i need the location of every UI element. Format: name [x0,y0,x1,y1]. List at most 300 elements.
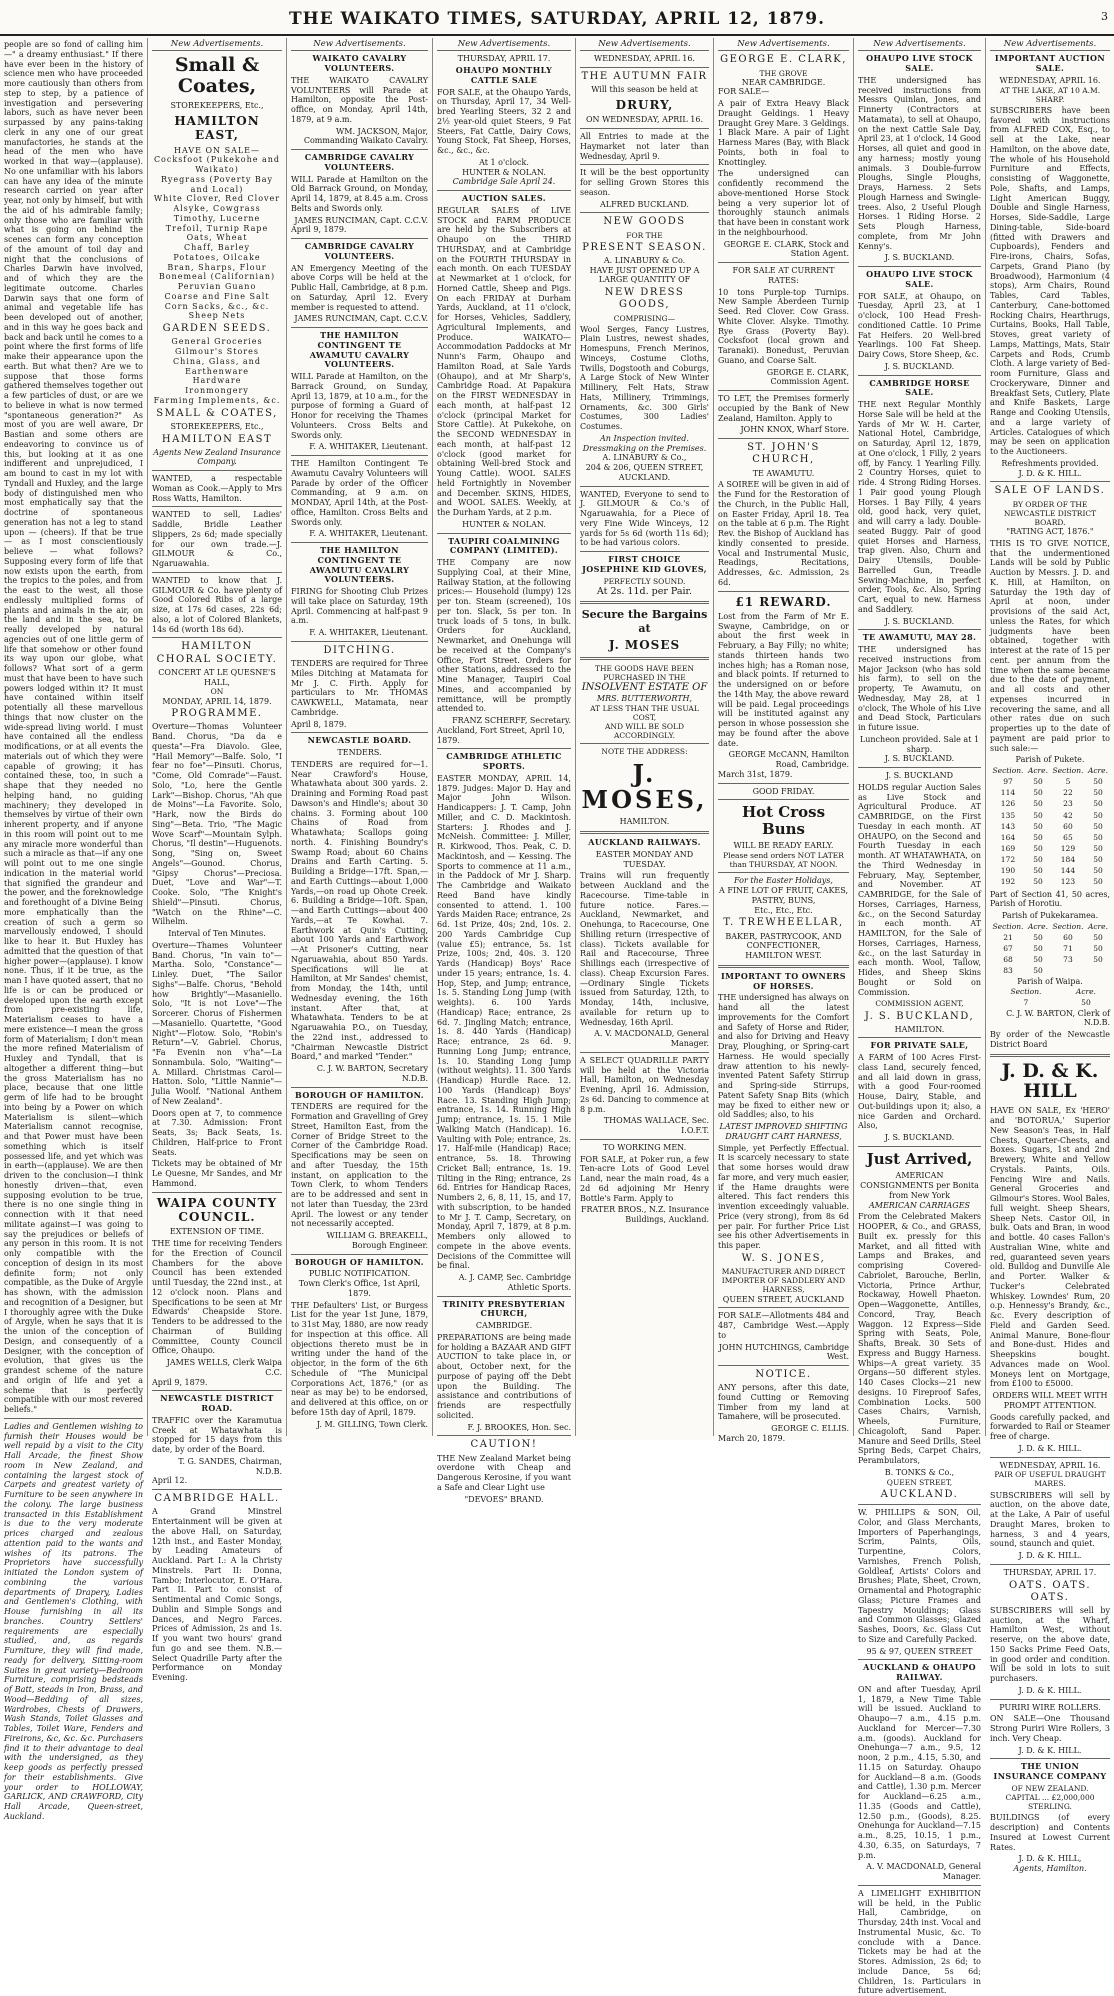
fruit-cakes: A FINE LOT OF FRUIT, CAKES, PASTRY, BUNS, [719,886,848,905]
easter-holidays: For the Easter Holidays, [734,876,833,886]
land-table-cell: 50 [1033,855,1043,865]
thursday-heading: THURSDAY, APRIL 17. [457,54,551,64]
hamcon2-body: FIRING for Shooting Club Prizes will take place on Saturday, 19th April. Commencing at half-past 9 a.m. [291,587,428,626]
masthead [0,4,1114,36]
land-table-cell: 50 [1033,955,1043,965]
column-7 [854,38,986,1996]
ohaupo2-sign: J. S. BUCKLAND. [884,361,955,371]
buckland2-place: HAMILTON. [894,1024,945,1034]
clark-name: GEORGE E. CLARK, [720,54,847,66]
land-table-head-cell: Acre. [1075,987,1096,997]
working-title: TO WORKING MEN. [602,1142,687,1152]
land-table-row [990,943,1110,954]
moses-name: J. MOSES [608,638,681,653]
important-where: AT THE LAKE, AT 10 A.M. SHARP. [999,85,1101,104]
section-heading: New Advertisements. [718,38,849,51]
land-table-head-cell: Acre. [1027,766,1048,775]
etc-line: Etc., Etc., Etc. [754,905,813,915]
choral-part2: Overture—Thames Volunteer Band. Chorus, "In vain to"—Martha. Solo, "Constance"—Linley. Duet, "The Sailor Sighs"—Balfe. Chorus, "Behold how Brightly"—Masaniello. Solo, "It is not Love"—The Sorcerer. Chorus of Fishermen—Masaniello. Quartette, "Good Night"—Flotow. Solo, "Robin's Return"—V. Gabriel. Chorus, "Fa Evenin non v'ha"—La Sonnambula. Solo, "Waiting"—A. Millard. Christmas Carol—Hatton. Solo, "Little Nannie"—Julia Woolf. "National Anthem of New Zealand". [152,940,282,1106]
lands-sign: C. J. W. BARTON, Clerk of N.D.B. [1006,1008,1110,1028]
smallcoates-sub: STOREKEEPERS, Etc., [170,101,264,111]
land-table-cell: 83 [1003,966,1013,976]
linabury-addr: 204 & 206, QUEEN STREET, AUCKLAND. [585,463,704,482]
smallcoates-list [152,146,282,322]
allotments-sign: JOHN HUTCHINGS, Cambridge West. [718,1342,849,1362]
section-heading: New Advertisements. [152,38,282,51]
reward-date: March 31st, 1879. [718,769,793,779]
land-table-cell: 190 [1000,866,1016,876]
linabury-dressmaking: Dressmaking on the Premises. [582,443,707,453]
phillips-addr: 95 & 97, QUEEN STREET [866,1646,973,1656]
thursday2-oats: OATS. OATS. OATS. [1008,1579,1092,1603]
land-table-cell: 73 [1063,955,1073,965]
land-table-cell: 50 [1033,821,1043,831]
borough2-sign: J. M. GILLING, Town Clerk. [316,1419,428,1429]
important-sign: J. D. & K. HILL. [1018,468,1082,478]
quadrille-body: A SELECT QUADRILLE PARTY will be held at the Victoria Hall, Hamilton, on Wednesday Evening, April 16. Admission, 2s 6d. Dancing to commence at 8 p.m. [580,1055,709,1114]
ohaupo-cattle-time: At 1 o'clock. [479,157,529,167]
linabury-invite: An Inspection invited. [600,433,689,443]
sc-gen-line: General Groceries [171,337,263,347]
thursday2-title: THURSDAY, APRIL 17. [1003,1567,1097,1577]
rail-ohaupo-body: ON and after Tuesday, April 1, 1879, a New Time Table will be issued. Auckland to Ohaupo—7 a.m., 4.15 p.m. Auckland for Mercer—7.30 a.m. (goods). Auckland for Onehunga—7 a.m., 9.5, 12 noon, 2 p.m., 4.15, 5.30, and 11.15 on Saturday. Ohaupo for Auckland—8 a.m. (Goods and Cattle), 1.30 p.m. Mercer for Auckland—6.25 a.m., 11.35 (Goods and Cattle), 12.50 p.m., (Goods), 8.25. Onehunga for Auckland—7.15 a.m., 8.25, 10.15, 1 p.m., 4.30, 6.35, on Saturdays, 7 p.m. [858,1684,981,1860]
land-table-head-cell: Section. [1052,766,1084,775]
land-table-cell: 50 [1093,777,1103,787]
land-table-cell: 50 [1033,788,1043,798]
clark-sign: GEORGE E. CLARK, Stock and Station Agent. [723,239,849,259]
horses-title: IMPORTANT TO OWNERS OF HORSES. [721,970,846,991]
hamcon-sign2: F. A. WHITAKER, Lieutenant. [309,529,428,539]
trinity-body: PREPARATIONS are being made for holding a BAZAAR AND GIFT AUCTION to take place in, or about, October next, for the purpose of paying off the Debt upon the Building. The assistance and contributions of friends are respectfully solicited. [437,1332,571,1420]
quadrille-sign: THOMAS WALLACE, Sec. I.O.F.T. [603,1116,709,1136]
lands-parish3: Parish of Waipa. [1017,976,1083,986]
waipa-sub: EXTENSION OF TIME. [169,1227,265,1237]
current-items: 10 tons Purple-top Turnips. New Sample Aberdeen Turnip Seed. Red Clover. Cow Grass. White Clover. Alsyke. Timothy. Rye Grass (Poverty Bay). Cocksfoot (local grown and Taranaki). Bonedust, Peruvian Guano, and Coarse Salt. [718,287,849,365]
rail-ohaupo-sign: A. V. MACDONALD, General Manager. [866,1862,981,1882]
rollers-sign: J. D. & K. HILL. [1018,1745,1082,1755]
smallcoates-title: Small & Coates, [174,54,260,98]
linabury-season: PRESENT SEASON. [582,241,707,253]
borough2-sub: PUBLIC NOTIFICATION. [308,1269,411,1279]
fair-note: It will be the best opportunity for selling Grown Stores this season. [580,168,709,197]
linabury-comprising: COMPRISING— [613,313,676,323]
horses-addr: QUEEN STREET, AUCKLAND [722,1294,845,1304]
land-table-cell: 172 [1000,855,1016,865]
sc-footer-place: HAMILTON EAST [161,433,273,445]
sc-gen-line: Gilmour's Stores [175,347,259,357]
teawamutu-body: THE undersigned has received instructions from Major Jackson (who has sold his farm), to sell on the property, Te Awamutu, on Wednesday, May 28, at 1 o'clock, The Whole of his Live and Dead Stock, Particulars in future issue. [858,645,981,733]
ditching-title: DITCHING. [323,644,396,656]
notice-title: NOTICE. [755,1369,812,1381]
cambridge-horse-sign: J. S. BUCKLAND. [884,616,955,626]
land-table-cell: 50 [1093,788,1103,798]
land-table-cell: 50 [1033,843,1043,853]
wednesday-heading: WEDNESDAY, APRIL 16. [594,54,695,64]
column-5 [576,38,714,1436]
wanted-saddle: WANTED to sell, Ladies' Saddle, Bridle Leather Slippers, 2s 6d; made specially for our own trade.—J. GILMOUR & Co., Ngaruawahia. [152,510,282,569]
choral-tickets: Tickets may be obtained of Mr Le Quesne, Mr Sandes, and Mr Hammond. [152,1159,282,1188]
cambridge-hall-body: A Grand Minstrel Entertainment will be given at the above Hall, on Saturday, 12th inst., and Easter Monday, by Leading Amateurs of Auckland. Part I.: A la Christy Minstrels. Part II: Donna, Tambo; Interlocutor, E. O'Hara. Part II. Part to consist of Sentimental and Comic Songs, Dublin and Simple Songs and Dances, and Negro Farces. Prices of Admission, 2s and 1s. If you want two hours' grand fun go and see them. N.B.—Select Quadrille Party after the Performance on Monday Evening. [152,1507,282,1683]
lands-table2 [990,921,1110,977]
lands-title: SALE OF LANDS. [994,485,1106,497]
land-table-row [990,865,1110,876]
land-table-cell: 50 [1093,955,1103,965]
moses-butterworth: MRS. BUTTERWORTH, [596,694,693,704]
land-table-cell: 50 [1093,843,1103,853]
land-table-cell: 67 [1003,944,1013,954]
hot-cross-buns: Hot Cross Buns [741,803,826,838]
moses-insolvent: INSOLVENT ESTATE OF [581,681,708,693]
sc-line: Oats, Wheat [186,233,248,243]
horses-body2: Simple, yet Perfectly Effectual. It is scarcely necessary to state that some horses would draw far more, and very much easier, if the Hame draughts were altered. This fact renders this invention exceedingly valuable. Price (very strong), from 8s 6d per pair. For further Price List see his other Advertisements in this paper. [718,1143,849,1251]
railways-body: Trains will run frequently between Auckland and the Racecourse. Time-table in future notice. Fares.—Auckland, Newmarket, and Onehunga, to Racecourse, One Shilling return (irrespective of class). Tickets available for Rail and Racecourse, Three Shillings each (irrespective of class). Cheap Excursion Fares.—Ordinary Single Tickets issued from Saturday, 12th, to Monday, 14th, inclusive, available for return up to Wednesday, 16th April. [580,871,709,1027]
horses-sign: W. S. JONES, [741,1252,826,1264]
land-table-cell: 23 [1063,799,1073,809]
land-table-head-cell: Acre. [1027,921,1048,931]
choral-title: HAMILTON CHORAL SOCIETY. [156,641,278,665]
land-table-row [990,787,1110,798]
sc-gen-line: Earthenware [185,366,249,376]
auction-sign: HUNTER & NOLAN. [462,519,546,529]
hamcon2-sign: F. A. WHITAKER, Lieutenant. [309,628,428,638]
section-heading: New Advertisements. [291,38,428,51]
borough-body: TENDERS are required for the Formation and Gravelling of Grey Street, Hamilton East, from the Corner of Bridge Street to the Corner of the Cambridge Road. Specifications may be seen on and after Tuesday, the 15th instant, on application to the Town Clerk, to whom Tenders are to be addressed and sent in not later than Tuesday, the 23rd April. The lowest or any tender not necessarily accepted. [291,1102,428,1229]
reward-sign: GEORGE McCANN, Hamilton Road, Cambridge. [728,750,849,770]
good-friday: GOOD FRIDAY. [752,786,815,796]
land-table-cell: 68 [1003,955,1013,965]
column-8 [986,38,1114,1874]
land-table-row [990,832,1110,843]
cambridge-hall-title: CAMBRIDGE HALL. [154,1493,280,1505]
working-body: FOR SALE, at Poker run, a few Ten-acre Lots of Good Level Land, near the main road, 4s a 2d 6d adjoining Mr Henry Bottle's Farm. Apply to [580,1154,709,1203]
borough2-title: BOROUGH OF HAMILTON. [295,1256,424,1267]
section-heading: New Advertisements. [580,38,709,51]
hamcon-title: THE HAMILTON CONTINGENT TE AWAMUTU CAVALRY VOLUNTEERS. [309,330,410,370]
column-3 [287,38,433,1436]
moses-note-addr: NOTE THE ADDRESS: [601,747,688,757]
ohaupo-cattle-date: Cambridge Sale April 24. [452,177,556,187]
land-table-cell: 50 [1033,810,1043,820]
land-table-head-cell: Acre. [1087,766,1108,775]
moses-hamilton: HAMILTON. [619,817,670,827]
josephine-price: At 2s. 11d. per Pair. [596,585,693,597]
trewheellar: T. TREWHEELLAR, [723,917,844,929]
lands-act: "RATING ACT, 1876." [1006,527,1094,536]
arrived-title: Just Arrived, [866,1149,973,1168]
waipa-date: April 9, 1879. [152,1377,208,1387]
land-table-cell: 60 [1063,932,1073,942]
waipa-body: THE time for receiving Tenders for the Erection of Council Chambers for the above Council has been extended until Tuesday, the 22nd inst., at 12 o'clock noon. Plans and Specifications to be seen at Mr Edwards' Cheapside Store. Tenders to be addressed to the Chairman of Building Committee, County Council Office, Ohaupo. [152,1239,282,1356]
wednesday2-title: WEDNESDAY, APRIL 16. [999,1460,1101,1470]
cambridge-horse-body: THE next Regular Monthly Horse Sale will be held at the Yards of Mr W. H. Carter, National Hotel, Cambridge, on Saturday, April 12, 1879, at One o'clock, 1 Filly, 2 years off, by Fancy. 1 Yearling Filly. 2 Country Horses, quiet to ride. 4 Strong Riding Horses. 1 Pair good young Plough Horses. 1 Bay Filly, 4 years old, good hack, very quiet, and will carry a lady. Double-seated Buggy. Pair of good quiet Horses and Harness, trap given. Also, Churn and Dairy Utensils, Double-Barrelled Gun, Treadle Sewing-Machine, in perfect order, Tools, &c. Also, Spring Cart, equal to new. Harness and Saddlery. [858,400,981,614]
linabury-for: FOR THE [626,230,663,240]
land-table-cell: 22 [1063,788,1073,798]
ohaupo1-sign: J. S. BUCKLAND. [884,253,955,263]
clark-note: The undersigned can confidently recommend the above-mentioned Horse Stock being a very superior lot of thoroughly staunch animals that have been in constant work in the neighbourhood. [718,169,849,237]
page-number: 3 [1101,10,1108,23]
land-table-cell: 50 [1093,799,1103,809]
linabury-sign: A. LINABURY & Co., [602,453,687,463]
private-sign: J. S. BUCKLAND. [884,1133,955,1143]
land-table-head-cell: Section. [1010,987,1042,997]
taupiri-title: TAUPIRI COALMINING COMPANY (LIMITED). [448,535,560,556]
moses-wanted: WANTED, Everyone to send to J. GILMOUR & Co.'s of Ngaruawahia, for a Piece of very Fine Wide Winceys, 12 yards for 5s 6d (worth 11s 6d); to be had various colors. [580,489,709,548]
ladies-notice: Ladies and Gentlemen wishing to furnish their Houses would be well repaid by a visit to the City Hall Arcade, the finest Show room in New Zealand, and containing the largest stock of Carpets and greatest variety of Furniture to be seen anywhere in the colony. The large business transacted in this Establishment is due to the very moderate prices charged and zealous attention paid to the wants and wishes of its patrons. The Proprietors have successfully initiated the London system of combining the various departments of Drapery, Ladies and Gentlemen's Clothing, with House furnishing in all its branches. Country Settlers' requirements are especially studied, and, as regards Furniture, they will find made, ready for delivery, Sitting-room Suites in great variety—Bedroom Furniture, comprising bedsteads of Batt, steads in Iron, Brass, and Wood—Bedding of all sizes, Wardrobes, Chests of Drawers, Wash Stands, Toilet Glasses and Tables, Toilet Ware, Fenders and Fireirons, &c, &c. &c. Purchasers find it to their advantage to deal with the undersigned, as they keep goods as perfectly pressed for their establishments. Give your order to HOLLOWAY, GARLICK, AND CRAWFORD, City Hall Arcade, Queen-street, Auckland. [4,1421,143,1821]
linabury-items: Wool Serges, Fancy Lustres, Plain Lustres, newest shades, Homespuns, French Merinos, Winceys, Costume Cloths, Twills, Dogstooth and Coburgs, A Large Stock of New Winter Millinery, Felt Hats, Straw Hats, Millinery, Trimmings, Ornaments, &c. 300 Girls' Costumes, 300 Ladies' Costumes. [580,324,709,432]
stjohns-body: A SOIREE will be given in aid of the Fund for the Restoration of the Church, in the Public Hall, on Easter Friday, April 18. Tea on the table at 6 p.m. The Right Rev. the Bishop of Auckland has kindly consented to preside. Vocal and Instrumental Music, Readings, Recitations, Addresses, &c. Admission, 2s 6d. [718,480,849,587]
land-table-cell: 114 [1000,788,1016,798]
column-2 [148,38,287,1683]
ncboard-body: TENDERS are required for—1. Near Crawford's House, Whatawhata about 300 yards. 2. Draining and Forming Road past Dawson's and Hindle's; about 30 chains. 3. Forming about 100 Chains of Road from Whatawhata; Scallops going north. 4. Finishing Boundry's Swamp Road; about 60 Chains Drains and Earth Carting. 5. Building a Bridge—17ft. Span,—and Earth Cuttings—about 1,000 Yards,—on road up Ohote Creek. 6. Building a Bridge—10ft. Span,—and Earth Cuttings—about 400 Yards,—at Te Kowhai. 7. Earthwork at Quin's Cutting, about 100 Yards and Earthwork—At Prisoner's Cutting, near Ngaruawahia, about 850 Yards. Specifications will lie at Hamilton, at Mr Sandes' chemist, from Monday, the 14th, until Wednesday evening, the 16th instant. After that, at Whatawhata. Tenders to be at Ngaruawahia P.O., on Tuesday, the 22nd inst., addressed to "Chairman Newcastle District Board," and marked "Tender." [291,759,428,1062]
land-table-cell: 71 [1063,944,1073,954]
choral-doors: Doors open at 7, to commence at 7.30. Admission: Front Seats, 3s; Back Seats, 1s. Children, Half-price to Front Seats. [152,1108,282,1157]
rollers-body: ON SALE—One Thousand Strong Puriri Wire Rollers, 3 inch. Very Cheap. [990,1714,1110,1743]
column-4 [433,38,576,1504]
wednesday2-sign: J. D. & K. HILL. [1018,1551,1082,1561]
tolet-body: TO LET, the Premises formerly occupied by the Bank of New Zealand, Hamilton. Apply to [718,394,849,423]
land-table-header [990,765,1110,776]
land-table-cell: 123 [1060,877,1076,887]
ditching-body: TENDERS are required for Three Miles Ditching at Matamata for Mr J. C. Firth. Apply for particulars to Mr. THOMAS CAWKWELL, Matamata, near Cambridge. [291,659,428,717]
moses-big: J. MOSES, [581,758,708,814]
ohaupo-cattle-body: FOR SALE, at the Ohaupo Yards, on Thursday, April 17, 34 Well-bred Yearling Steers, 32 2 and 2½ year-old quiet Steers, 9 Fat Steers, Fat Cattle, Dairy Cows, Young Stock, Fat Sheep, Horses, &c., &c., &c. [437,87,571,156]
land-table-cell: 50 [1033,777,1043,787]
rail-ohaupo-title: AUCKLAND & OHAUPO RAILWAY. [863,1662,976,1683]
wanted-ribs: WANTED to know that J. GILMOUR & Co. have plenty of Good Colored Ribs of a large size, at 17s 6d cases, 22s 6d; also, a lot of Colored Blankets, 14s 6d (worth 18s 6d). [152,575,282,634]
land-table-cell: 129 [1060,843,1076,853]
land-table-cell: 65 [1063,832,1073,842]
moses-sold: AND WILL BE SOLD ACCORDINGLY. [604,722,685,741]
moses-less: AT LESS THAN THE USUAL COST, [590,703,699,722]
union-sign: J. D. & K. HILL, [1018,1854,1082,1864]
private-body: A FARM of 100 Acres First-class Land, securely fenced, and all laid down in grass, with a good Four-roomed House, Dairy, Stable, and Out-buildings upon it; also, a nice Garden and Orchard. Also, [858,1053,981,1131]
choral-on: ON [210,687,224,697]
railways-sign: A. V. MACDONALD, General Manager. [594,1029,709,1049]
auction-title: AUCTION SALES. [462,193,546,204]
hamcon-sign: F. A. WHITAKER, Lieutenant. [309,442,428,452]
private-title: FOR PRIVATE SALE, [870,1040,969,1051]
land-table [990,921,1110,977]
garden-seeds: GARDEN SEEDS. [162,323,272,335]
working-sign: FRATER BROS., N.Z. Insurance Buildings, Auckland. [580,1205,709,1225]
current-sign: GEORGE E. CLARK, Commission Agent. [766,367,849,387]
buckland2-agent: COMMISSION AGENT, [875,999,964,1009]
clark-items: A pair of Extra Heavy Black Draught Geldings. 1 Heavy Draught Grey Mare. 3 Geldings. 1 Black Mare. A pair of Light Harness Mares (Bay, with Black Points, both in foal to Knottingley. [718,99,849,167]
borough-title: BOROUGH OF HAMILTON. [295,1089,424,1100]
buns-orders: Please send orders NOT LATER than THURSDAY, AT NOON. [723,851,844,870]
bargains-heading: Secure the Bargains at [581,608,708,635]
wcv-body: THE WAIKATO CAVALRY VOLUNTEERS will Parade at Hamilton, opposite the Post-office, on Monday, April 14th, 1879, at 9 a.m. [291,75,428,124]
caution-body: THE New Zealand Market being overdone with Cheap and Dangerous Kerosine, if you want a Safe and Clear Light use [437,1453,571,1492]
sc-line: HAVE ON SALE— [173,145,261,155]
land-table-cell: 50 [1033,932,1043,942]
hamilton-west: HAMILTON WEST. [745,951,822,961]
lands-table3 [990,986,1110,1008]
land-table-head-cell: Section. [1052,921,1084,931]
land-table-cell: 50 [1093,866,1103,876]
hamcon2-title: THE HAMILTON CONTINGENT TE AWAMUTU CAVALRY VOLUNTEERS. [309,545,410,585]
important-refresh: Refreshments provided. [1001,458,1099,468]
moses-purchased: THE GOODS HAVE BEEN PURCHASED IN THE [594,663,695,682]
fair-title: THE AUTUMN FAIR [581,71,708,83]
trinity-sign: F. J. BROOKES, Hon. Sec. [467,1422,571,1432]
auction-body: REGULAR SALES of LIVE STOCK and FARM PRODUCE are held by the Subscribers at Ohaupo on the THIRD THURSDAY, and at Cambridge on the FOURTH THURSDAY in each month. On each TUESDAY at Newmarket at 1 o'clock, for Horned Cattle, Sheep and Pigs. On each FRIDAY at Durham Yards, Auckland, at 11 o'clock, for Horses, Vehicles, Saddlery, Agricultural Implements, and Produce. WAIKATO—Accommodation Paddocks at Mr Nunn's Farm, Ohaupo and Hamilton Road, at Sale Yards (Ohaupo), and at Mr Sharp's, Cambridge Road. At Papakura on the FIRST WEDNESDAY in each month, at half-past 12 o'clock (principal Market for Store Cattle). At Pukekohe, on the SECOND WEDNESDAY in each month, at half-past 12 o'clock (good market for obtaining Well-bred Stock and Young Cattle). WOOL SALES held Fortnightly in November and December. SKINS, HIDES, and WOOL SALES. Weekly, at the Durham Yards, at 2 p.m. [437,205,571,518]
land-table-row [990,854,1110,865]
lands-sub: BY ORDER OF THE NEWCASTLE DISTRICT BOARD. [1003,499,1097,527]
land-table-cell: 50 [1093,932,1103,942]
horses-body: THE undersigned has always on hand all the latest improvements for the Comfort and Safety of Horse and Rider, and also for Driving and Heavy Dray, Ploughing, or Spring-cart Harness. He would specially draw attention to his newly-invented Patent Safety Stirrup and Spring-side Stirrups, Patent Safety Snap Bits (which may be fixed to either new or old Saddles; also, to his [718,993,849,1120]
land-table-cell: 184 [1060,855,1076,865]
choral-date: MONDAY, APRIL 14, 1879. [162,696,272,706]
teawamutu-lunch: Luncheon provided. Sale at 1 sharp. [859,734,980,754]
reward-body: Lost from the Farm of Mr E. Swayne, Cambridge, on or about the first week in February, a Bay Filly; no white; stands thirteen hands two inches high; has a Roman nose, and black points. If returned to the undersigned on or before the 14th May, the above reward will be paid. Legal proceedings will be instituted against any person in whose possession she may be found after the above date. [718,611,849,748]
ccv2-body: AN Emergency Meeting of the above Corps will be held at the Public Hall, Cambridge, at 8 p.m. on Saturday, April 12. Every member is requested to attend. [291,263,428,312]
land-table-cell: 144 [1060,866,1076,876]
sc-line: Corn Sacks, &c., &c. [164,301,270,311]
lands-order: By order of the Newcastle District Board [990,1030,1110,1049]
limelight-body: A LIMELIGHT EXHIBITION will be held, in the Public Hall, Cambridge, on Thursday, 24th inst. Vocal and Instrumental Music, &c. To conclude with a Dance. Tickets may be had at the Stores. Admission, 2s 6d; to include Dance, 5s 6d; Children, 1s. Particulars in future advertisement. [858,1888,981,1996]
land-table-cell: 42 [1063,810,1073,820]
land-table-cell: 60 [1063,821,1073,831]
lands-body: THIS IS TO GIVE NOTICE, that the undermentioned Lands will be sold by Public Auction by Messrs. J. D. and K. Hill, at Hamilton, on Saturday the 19th day of April at noon, under provisions of the said Act, unless the Rates, for which judgments have been obtained, together with interest at the rate of 15 per cent. per annum from the time when the same became due to the date of payment, and all costs and other expenses incurred in recovering the same, and all other rates due on such properties up to the date of payment are paid prior to such sale:— [990,538,1110,753]
land-table-row [990,798,1110,809]
cambridge-horse-title: CAMBRIDGE HORSE SALE. [869,377,970,398]
clark-forsale: FOR SALE— [718,87,770,97]
masthead-title: THE WAIKATO TIMES, SATURDAY, APRIL 12, 1879. [288,9,825,29]
land-table-cell: 50 [1033,866,1043,876]
sc-line: Potatoes, Oilcake [173,252,261,262]
newcastle-road-body: TRAFFIC over the Karamutua Creek at Whatawhata is stopped for 15 days from this date, by order of the Board. [152,1415,282,1455]
clark-place: NEAR CAMBRIDGE. [741,77,826,87]
jdk-sign: J. D. & K. HILL. [1018,1443,1082,1453]
horses-sub: MANUFACTURER AND DIRECT IMPORTER OF SADDLERY AND HARNESS, [721,1267,846,1295]
land-table-cell: 135 [1000,810,1016,820]
land-table-header [990,986,1110,997]
land-table-row [990,876,1110,887]
land-table-header [990,921,1110,932]
land-table-head-cell: Section. [992,921,1024,931]
newcastle-road-sign: T. G. SANDES, Chairman, N.D.B. [178,1456,282,1476]
arrived-carriages: AMERICAN CARRIAGES [868,1200,971,1210]
linabury-body: HAVE JUST OPENED UP A LARGE QUANTITY OF [589,265,700,285]
land-table-row [990,997,1110,1008]
union-agents: Agents, Hamilton. [1013,1864,1087,1874]
waipa-sign: JAMES WELLS, Clerk Waipa C.C. [166,1358,282,1377]
darwin-essay: people are so fond of calling him—" a dreamy enthusiast." If there have ever been in the history of science men who have proceeded more cautiously than others from step to step, by a patience of investigation and persevering labors, such as have never been surpassed by any pains-taking clerk in any one of our great manufactories, he stands at the head of the men who have worked in that way—(applause). No one unfamiliar with his labors can have any idea of the minute research carried on year after year, not only by himself, but with the aid of his admirable family; only those who are familiar with what is going on behind the scenes can form any conception of the amount of toil day and night that the conclusions of Charles Darwin have involved, and of which they are the legitimate outcome. Charles Darwin says that one form of animal and vegetable life has been developed out of another, and in this way he goes back and back and back until he comes to a point where the first forms of life make their appearance upon the earth. But what then? Are we to suppose that those forms gathered themselves together out a few particles of dust, or are we to believe in what is now termed "spontaneous generation?" As most of you are well aware, Dr Bastian and some others are endeavoring to convince us of this, but looking at it as one indifferent and unprejudiced, I am bound to cast in my lot with Tyndall and Huxley, and the large body of distinguished men who most emphatically say that the doctrine of spontaneous generation has not a leg to stand upon — (cheers). If that be true — as I most conscientiously believe — what follows? Supposing every form of life that now exists upon the earth, from the tropics to the poles, and from the east to the west, all those endlessly multiplied forms of plants and animals in the air, on the land and in the sea, to be really developed by natural agencies out of one little germ of life that somehow or other found its way upon our globe, what follows? What sort of a germ must that have been to have such powers lodged within it? It must have contained within itself potentially all these marvellous things that now cluster on the wide-spread living world. I must have contained all the endless modifications, or at all events the materials out of which they were capable of growing; it has contained these, too, in such a shape that they needed no helping hand, no guiding machinery; they developed in themselves by virtue of their own inherent property, and if anyone in this room will point out to me any miracle more wonderful than such a miracle as that—if any one will point out to me one single indication in the material world that signified the grandeur and the power, and the foreknowledge and forethought of a Divine Being more emphatically than the creation of such a germ so marvellously endowed, I should like to hear it. But Huxley has admitted that the question of that higher power—(applause). I know none. Thus, if it be true, as the man I have quoted assert, that no life is or can be produced or developed upon the earth except from pre-existing life, Materialism ceases to have a mere existence—I mean the gross form of Materialism; I don't mean the more refined Materialism of Huxley and Tyndall, that is altogether a different thing—but the gross Materialism has no place, because that one little germ of life had to be brought into being by a Power on which Materialism is silent—which Materialism cannot recognise, and that Power must have been something which is itself possessed life, and yet which was in earth—(applause). We are then driven to the conclusion—I think honestly driven—that, even supposing evolution to be true, there is no one single thing in connection with it that need militate against—I was going to say the prejudices or beliefs of any person in this room. It is not only compatible with the conception of design in its most definite form; not only compatible, as the Duke of Argyle has shown, with the admission and recognition of a Designer, but I thoroughly agree with the Duke of Argyle, when he says that it is the union of the conception of Design, and consequently of a Designer, with the conception of evolution, that gives us the grandest scheme of the nature and origin of life and yet a scheme that is perfectly compatible with our most revered beliefs." [4,40,143,1414]
land-table-cell: 50 [1081,998,1091,1008]
arrived-sub: AMERICAN CONSIGNMENTS per Bonita from New York [860,1171,979,1200]
tolet-sign: JOHN KNOX, Wharf Store. [740,425,849,435]
land-table-cell: 5 [1065,777,1071,787]
land-table-cell: 50 [1033,877,1043,887]
land-table-row [990,821,1110,832]
arrived-sign: B. TONKS & Co., [884,1467,955,1477]
current-title: FOR SALE AT CURRENT RATES: [732,266,835,285]
newcastle-road-title: NEWCASTLE DISTRICT ROAD. [160,1393,274,1414]
buckland2-sign: J. S. BUCKLAND, [864,1010,975,1022]
sc-line: Cocksfoot (Pukekohe and Waikato) [153,155,281,175]
wcv-title: WAIKATO CAVALRY VOLUNTEERS. [312,53,407,74]
phillips-body: W. PHILLIPS & SON, Oil, Color, and Glass Merchants, Importers of Paperhangings, Scrim, Paints, Oils, Turpentine, Colors, Varnishes, French Polish, Goldleaf, Artists' Colors and Brushes; Plate, Sheet, Crown, Ornamental and Photographic Glass; Picture Frames and Tapestry Mouldings; Glass and Common Glasses; Glazed Sashes, Doors, &c. Glass Cut to Size and Carefully Packed. [858,1508,981,1644]
sc-line: Peruvian Guano [177,282,257,292]
ccv2-sign: JAMES RUNCIMAN, Capt. C.C.V. [294,314,428,324]
newcastle-road-date: April 12. [152,1476,188,1486]
borough2-date: Town Clerk's Office, 1st April, 1879. [298,1279,421,1298]
sc-gen-line: Hardware [192,376,242,386]
land-table-cell: 143 [1000,821,1016,831]
josephine-title: FIRST CHOICE JOSEPHINE KID GLOVES, [582,554,707,574]
ditching-date: April 8, 1879. [291,719,347,729]
trinity-title: TRINITY PRESBYTERIAN CHURCH, [442,1298,566,1319]
linabury-dress: NEW DRESS GOODS, [604,287,685,311]
baker-line: BAKER, PASTRYCOOK, AND CONFECTIONER, [725,931,842,951]
choral-programme: PROGRAMME. [171,708,263,720]
section-heading: New Advertisements. [990,38,1110,51]
choral-concert: CONCERT AT LE QUESNE'S HALL, [158,667,276,687]
section-heading: New Advertisements. [437,38,571,51]
ccv1-title: CAMBRIDGE CAVALRY VOLUNTEERS. [304,152,415,172]
column-6 [714,38,854,1443]
land-table-row [990,932,1110,943]
stjohns-title: ST. JOHN'S CHURCH, [747,442,820,466]
ccv1-date: April 9, 1879. [291,225,347,235]
sc-line: Bonemeal (Californian) [158,272,276,282]
rollers-title: PURIRI WIRE ROLLERS. [999,1702,1101,1712]
clark-sub: THE GROVE [759,68,808,78]
land-table-cell: 97 [1003,777,1013,787]
notice-sign: GEORGE C. ELLIS. [771,1424,849,1434]
ohaupo2-body: FOR SALE, at Ohaupo, on Tuesday, April 23, at 1 o'clock, 100 Head Fresh-conditioned Cattle. 10 Prime Fat Heifers. 20 Well-bred Yearlings. 100 Fat Sheep. Dairy Cows, Store Sheep, &c. [858,291,981,360]
wcv-sign: WM. JACKSON, Major, Commanding Waikato Cavalry. [303,126,428,146]
choral-part1: Overture—Thomas Volunteer Band. Chorus, "Da da e questa"—Fra Diavolo. Glee, "Hail Memory"—Balfe. Solo, "I fear no foe"—Pinsuti. Chorus, "Come, Old Comrade"—Faust. Solo, "Lo, here the Gentle Lark"—Bishop. Chorus, "Ah que de Moins"—La Favorite. Solo, "Hark, now the Birds do Sing"—Beta. Trio, "The Magic Wove Scarf"—Mountain Sylph. Chorus, "Il destin"—Huguenots. Song, "Sing on, Sweet Angels"—Gounod. Chorus, "Gipsy Chorus"—Preciosa. Duet, "Love and War"—T. Cooke. Solo, "The Knight's Shield"—Pinsuti. Chorus, "Watch on the Rhine"—C. Wilhelm. [152,722,282,927]
land-table-row [990,843,1110,854]
land-table-cell: 50 [1093,810,1103,820]
land-table-cell: 126 [1000,799,1016,809]
fair-date: ON WEDNESDAY, APRIL 16. [585,115,704,125]
athletic-title: CAMBRIDGE ATHLETIC SPORTS. [446,751,562,772]
land-table-cell: 50 [1093,821,1103,831]
notice-date: March 20, 1879. [718,1433,786,1443]
caution-brand: "DEVOES" BRAND. [464,1494,544,1504]
union-sub: OF NEW ZEALAND. [1011,1783,1089,1793]
wanted-cook: WANTED, a respectable Woman as Cook.—Apply to Mrs Ross Watts, Hamilton. [152,474,282,503]
jdk-forward: Goods carefully packed, and forwarded to Rail or Steamer free of charge. [990,1412,1110,1442]
ccv2-title: CAMBRIDGE CAVALRY VOLUNTEERS. [304,241,415,261]
notice-body: ANY persons, after this date, found Cutting or Removing Timber from my land at Tamahere, will be prosecuted. [718,1383,849,1422]
borough2-body: THE Defaulters' List, or Burgess List for the year 1st June, 1879, to 31st May, 1880, are now ready for inspection at this office. All objections thereto must be in writing under the hand of the objector, in the form of the 6th Schedule of "The Municipal Corporations Act, 1876," (or as near as may be) to be endorsed, and delivered at this office, on or before 15th day of April, 1879. [291,1300,428,1417]
fair-will: Will this season be held at [591,85,698,95]
railways-sub: EASTER MONDAY AND TUESDAY. [595,849,694,869]
teawamutu-sign: J. S. BUCKLAND. [884,754,955,764]
union-body: BUILDINGS (of every description) and Contents Insured at Lowest Current Rates. [990,1813,1110,1852]
linabury-name: A. LINABURY & Co. [603,255,686,265]
sc-line: Coarse and Fine Salt [164,291,270,301]
ohaupo1-title: OHAUPO LIVE STOCK SALE. [866,53,973,74]
land-table-row [990,810,1110,821]
important-body: SUBSCRIBERS have been favored with instructions from ALFRED COX, Esq., to sell at the Lake, near Hamilton, on the above date, The whole of his Household Furniture and Effects, consisting of Waggonette, Pole, Shafts, and Lamps, Light American Buggy, Double and Single Harness, Horses, Side-Saddle, Large Dining-table, Side-board (fitted with Drawers and Cupboards), Fenders and Fire-irons, Chairs, Sofas, Carpets, Grand Piano (by Broadwood), Harmonium (4 stops), Arm Chairs, Round Tables, Card Tables, Canterbury, Cane-bottomed Rocking Chairs, Hearthrugs, Curtains, Books, Hall Table, Stoves, great variety of Lamps, Mattings, Mats, Stair Carpets and Rods, Crumb Cloth. A large variety of Bed-room Furniture, Glass and Crockeryware, Dinner and Breakfast Sets, Cutlery, Plate and Knife Baskets, Large Range and Cooking Utensils, and a large variety of Articles. Catalogues of which may be seen on application to the Auctioneers. [990,105,1110,457]
important-date: WEDNESDAY, APRIL 16. [999,75,1101,85]
athletic-sign: A. J. CAMP, Sec. Cambridge Athletic Sports. [458,1273,571,1292]
buckland2-title: J. S. BUCKLAND [885,771,954,781]
stjohns-place: TE AWAMUTU. [752,468,815,478]
allotments-body: FOR SALE—Allotments 484 and 487, Cambridge West.—Apply to [718,1311,849,1340]
linabury-title: NEW GOODS [603,216,686,228]
arrived-place: AUCKLAND. [880,1488,959,1500]
sc-line: Ryegrass (Poverty Bay and Local) [160,174,274,194]
taupiri-sign: FRANZ SCHERFF, Secretary. [452,716,571,726]
important-title: IMPORTANT AUCTION SALE. [994,53,1106,74]
buckland2-body: HOLDS regular Auction Sales as Live Stock and Agricultural Produce. AT CAMBRIDGE, on the First Tuesday in each month. AT OHAUPO, on the Second and Fourth Tuesday in each month. AT WHATAWHATA, on the Third Wednesday in February, May, September, and November. AT CAMBRIDGE, for the Sale of Horses, Carriages, Harness, &c., on the Second Saturday in each month. AT HAMILTON, for the Sale of Horses, Carriages, Harness, &c., on the last Saturday in each month. Wool, Tallow, Hides, and Sheep Skins Bought or Sold on Commission. [858,782,981,997]
